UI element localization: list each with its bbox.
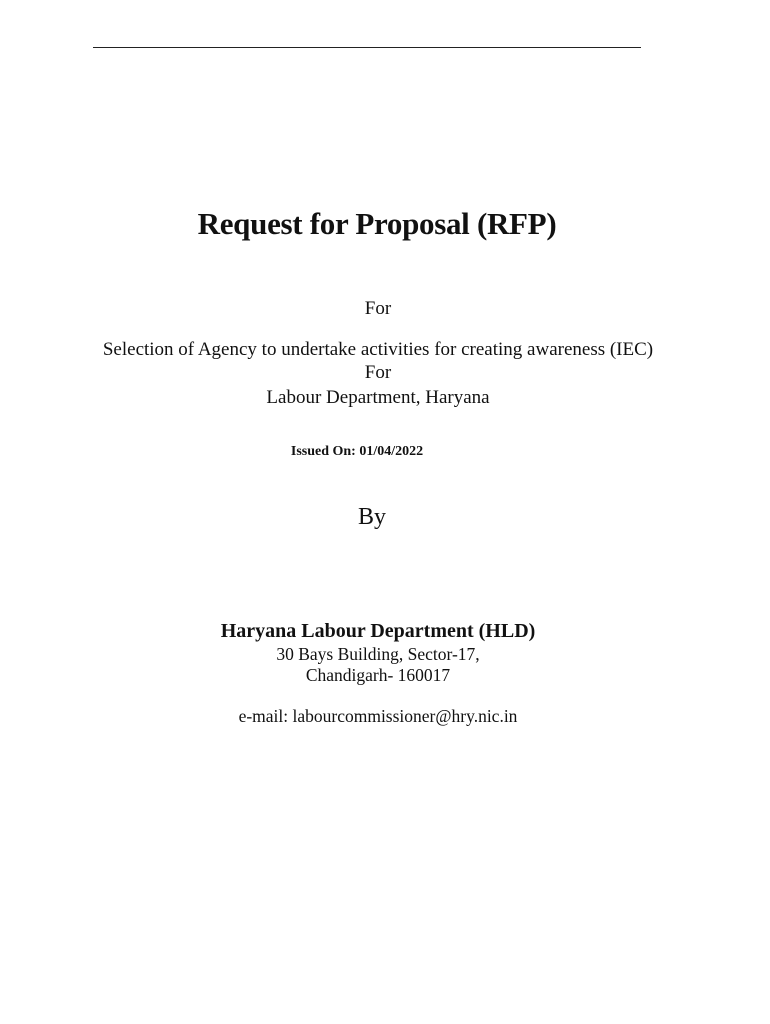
for-label-1: For: [364, 298, 392, 319]
top-horizontal-rule: [93, 47, 641, 48]
proposal-subject: Selection of Agency to undertake activities for creating awareness (IEC): [102, 339, 654, 360]
issuer-email: e-mail: labourcommissioner@hry.nic.in: [238, 706, 518, 726]
issuer-address-line-1: 30 Bays Building, Sector-17,: [276, 644, 480, 664]
department-line: Labour Department, Haryana: [266, 387, 490, 408]
issued-date: Issued On: 01/04/2022: [290, 444, 424, 459]
document-title: Request for Proposal (RFP): [197, 206, 557, 241]
issuer-address-line-2: Chandigarh- 160017: [305, 665, 451, 685]
for-label-2: For: [364, 362, 392, 383]
issuer-name: Haryana Labour Department (HLD): [220, 620, 536, 642]
by-label: By: [357, 504, 386, 530]
